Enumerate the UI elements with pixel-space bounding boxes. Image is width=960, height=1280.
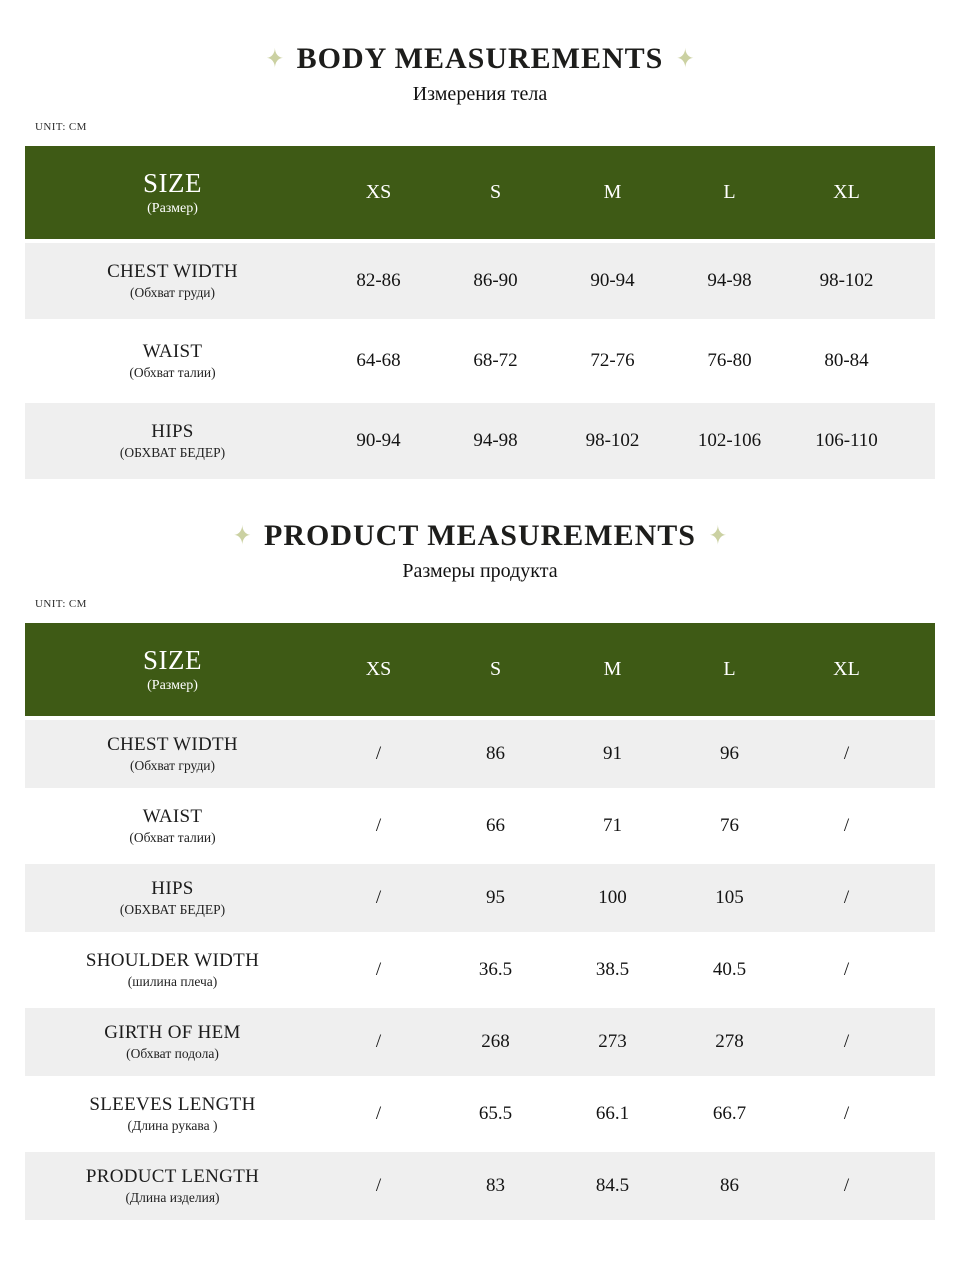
size-label: SIZE — [143, 645, 202, 675]
size-label: SIZE — [143, 168, 202, 198]
table-header-row — [25, 623, 935, 716]
cell-value: 36.5 — [478, 959, 513, 980]
row-label-cell — [25, 1094, 320, 1134]
section-subtitle: Измерения тела — [412, 83, 548, 105]
column-header-m: M — [603, 181, 622, 203]
cell-value: 64-68 — [356, 350, 401, 371]
cell-value: 95 — [486, 887, 505, 908]
cell-value: 66 — [486, 815, 505, 836]
table-header-row — [25, 146, 935, 239]
cell-value: 65.5 — [478, 1103, 513, 1124]
row-sublabel: (Обхват груди) — [129, 758, 216, 773]
row-label-cell — [25, 806, 320, 846]
section-subtitle: Размеры продукта — [402, 560, 558, 582]
cell-value: 86 — [720, 1175, 739, 1196]
row-label: SHOULDER WIDTH — [85, 950, 260, 971]
cell-value: / — [375, 743, 382, 764]
row-label-cell — [25, 1166, 320, 1206]
body-measurements-section — [0, 42, 960, 479]
column-header-s: S — [489, 181, 502, 203]
row-sublabel: (Обхват подола) — [126, 1046, 219, 1061]
cell-value: / — [843, 959, 850, 980]
row-label-cell — [25, 1022, 320, 1062]
row-label: WAIST — [142, 341, 203, 362]
cell-value: 84.5 — [595, 1175, 630, 1196]
cell-value: 71 — [603, 815, 622, 836]
row-label: PRODUCT LENGTH — [85, 1166, 260, 1187]
cell-value: 102-106 — [697, 430, 762, 451]
column-header-xs: XS — [365, 181, 392, 203]
table-row-sleeves-length — [25, 1080, 935, 1148]
row-label-cell — [25, 421, 320, 461]
row-label-cell — [25, 878, 320, 918]
product-measurements-section — [0, 519, 960, 1220]
column-header-m: M — [603, 658, 622, 680]
column-header-l: L — [723, 658, 736, 680]
cell-value: / — [843, 815, 850, 836]
cell-value: / — [375, 815, 382, 836]
row-label: SLEEVES LENGTH — [89, 1094, 256, 1115]
cell-value: 94-98 — [707, 270, 752, 291]
cell-value: / — [375, 959, 382, 980]
cell-value: 90-94 — [356, 430, 401, 451]
column-header-s: S — [489, 658, 502, 680]
cell-value: 38.5 — [595, 959, 630, 980]
row-label: WAIST — [142, 806, 203, 827]
row-label-cell — [25, 261, 320, 301]
unit-label: UNIT: CM — [35, 598, 87, 610]
row-sublabel: (Длина рукава ) — [127, 1118, 218, 1133]
cell-value: 268 — [481, 1031, 510, 1052]
cell-value: 80-84 — [824, 350, 869, 371]
table-row-chest-width — [25, 720, 935, 788]
row-label: CHEST WIDTH — [107, 261, 238, 282]
cell-value: 98-102 — [585, 430, 640, 451]
section-title: PRODUCT MEASUREMENTS — [264, 519, 696, 552]
size-header-cell — [25, 645, 320, 694]
cell-value: / — [843, 1103, 850, 1124]
sparkle-icon: ✦ — [233, 520, 251, 551]
cell-value: / — [375, 1103, 382, 1124]
table-row-product-length — [25, 1152, 935, 1220]
table-row-shoulder-width — [25, 936, 935, 1004]
cell-value: 98-102 — [819, 270, 874, 291]
table-row-waist — [25, 792, 935, 860]
cell-value: 90-94 — [590, 270, 635, 291]
cell-value: 273 — [598, 1031, 627, 1052]
section-title: BODY MEASUREMENTS — [296, 42, 664, 75]
cell-value: 86 — [486, 743, 505, 764]
cell-value: / — [375, 1031, 382, 1052]
cell-value: 82-86 — [356, 270, 401, 291]
row-label-cell — [25, 734, 320, 774]
row-label-cell — [25, 950, 320, 990]
row-sublabel: (ОБХВАТ БЕДЕР) — [119, 902, 226, 917]
cell-value: / — [843, 1175, 850, 1196]
table-row-hips — [25, 403, 935, 479]
column-header-xl: XL — [833, 658, 860, 680]
size-sublabel: (Размер) — [147, 678, 198, 693]
cell-value: 278 — [715, 1031, 744, 1052]
cell-value: 40.5 — [712, 959, 747, 980]
cell-value: 105 — [715, 887, 744, 908]
cell-value: / — [843, 887, 850, 908]
row-sublabel: (Обхват талии) — [129, 365, 216, 380]
cell-value: 94-98 — [473, 430, 518, 451]
row-label: GIRTH OF HEM — [104, 1022, 241, 1043]
column-header-xs: XS — [365, 658, 392, 680]
product-measurements-table — [25, 623, 935, 1220]
sparkle-icon: ✦ — [676, 43, 694, 74]
cell-value: 76 — [720, 815, 739, 836]
section-title-row — [0, 42, 960, 76]
table-row-waist — [25, 323, 935, 399]
row-label: HIPS — [151, 878, 194, 899]
table-row-hips — [25, 864, 935, 932]
row-sublabel: (Длина изделия) — [125, 1190, 220, 1205]
cell-value: 66.7 — [712, 1103, 747, 1124]
row-sublabel: (шилина плеча) — [127, 974, 218, 989]
cell-value: 100 — [598, 887, 627, 908]
table-row-chest-width — [25, 243, 935, 319]
row-sublabel: (Обхват талии) — [129, 830, 216, 845]
cell-value: 68-72 — [473, 350, 518, 371]
row-sublabel: (Обхват груди) — [129, 285, 216, 300]
body-measurements-table — [25, 146, 935, 479]
column-header-l: L — [723, 181, 736, 203]
cell-value: 96 — [720, 743, 739, 764]
table-row-girth-of-hem — [25, 1008, 935, 1076]
section-title-row — [0, 519, 960, 553]
size-header-cell — [25, 168, 320, 217]
cell-value: 86-90 — [473, 270, 518, 291]
cell-value: / — [843, 743, 850, 764]
cell-value: 91 — [603, 743, 622, 764]
cell-value: / — [375, 887, 382, 908]
sparkle-icon: ✦ — [709, 520, 727, 551]
row-sublabel: (ОБХВАТ БЕДЕР) — [119, 445, 226, 460]
sparkle-icon: ✦ — [266, 43, 284, 74]
size-sublabel: (Размер) — [147, 201, 198, 216]
cell-value: 106-110 — [815, 430, 878, 451]
cell-value: / — [843, 1031, 850, 1052]
row-label: CHEST WIDTH — [107, 734, 238, 755]
cell-value: 83 — [486, 1175, 505, 1196]
cell-value: 66.1 — [595, 1103, 630, 1124]
cell-value: 76-80 — [707, 350, 752, 371]
row-label-cell — [25, 341, 320, 381]
unit-label: UNIT: CM — [35, 121, 87, 133]
column-header-xl: XL — [833, 181, 860, 203]
cell-value: / — [375, 1175, 382, 1196]
row-label: HIPS — [151, 421, 194, 442]
cell-value: 72-76 — [590, 350, 635, 371]
